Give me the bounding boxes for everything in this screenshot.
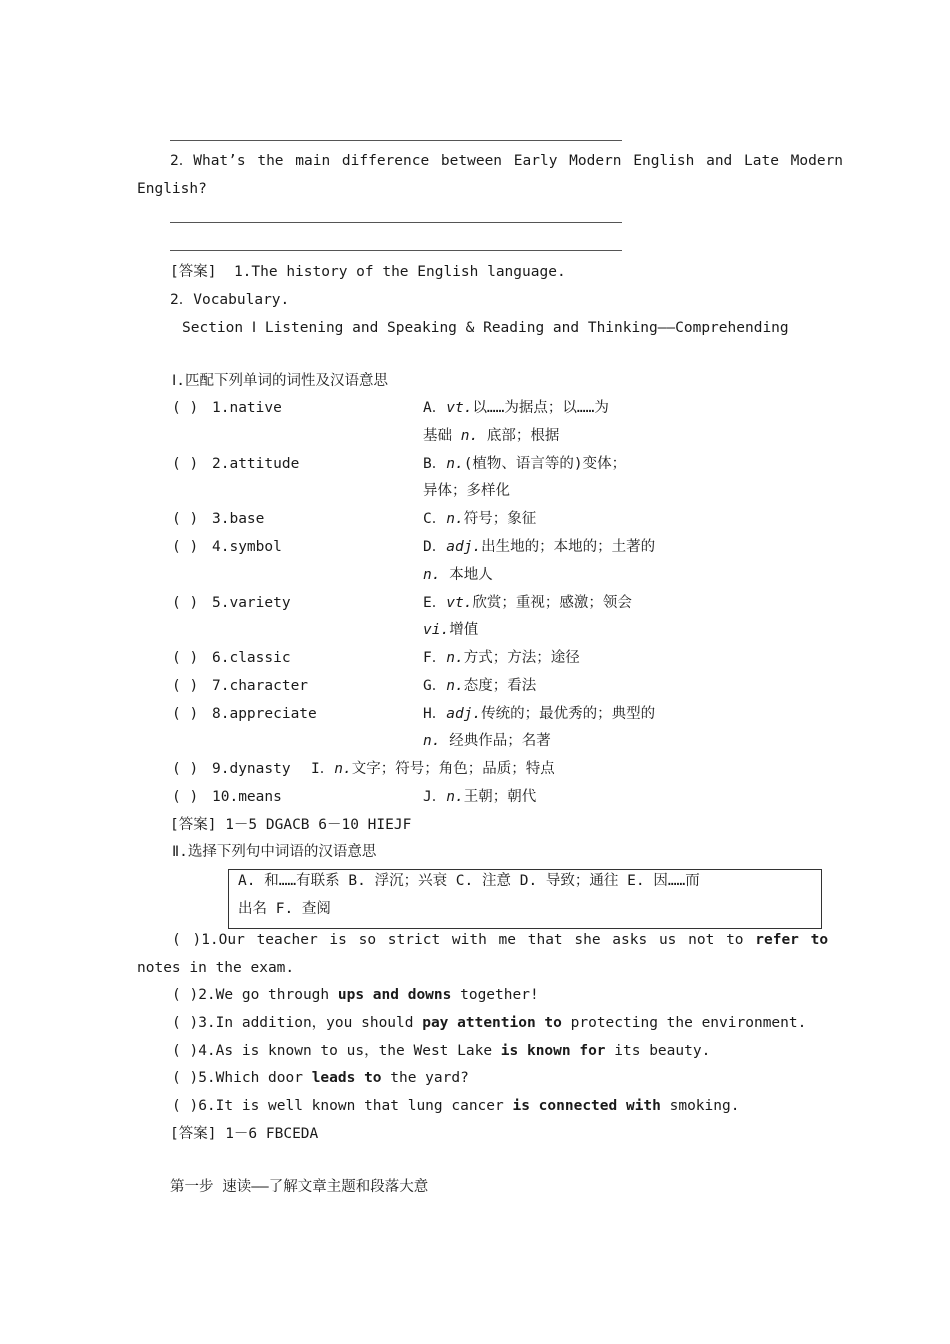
match-row-4-paren: ( ) xyxy=(172,539,199,555)
match-row-8-word: 8.appreciate xyxy=(212,706,317,722)
def-F: F．n.方式；方法；途径 xyxy=(423,650,580,666)
options-line-2: 出名 F. 查阅 xyxy=(238,901,331,917)
def-A-continued: 基础 n. 底部；根据 xyxy=(423,428,560,444)
match-row-9-word: 9.dynasty xyxy=(212,761,291,777)
answer-line-1 xyxy=(170,262,566,282)
match-row-6-paren: ( ) xyxy=(172,650,199,666)
def-I: I．n.文字；符号；角色；品质；特点 xyxy=(311,761,555,777)
sentence-6: ( )6.It is well known that lung cancer is connected with smoking. xyxy=(172,1098,740,1114)
match-row-1-paren: ( ) xyxy=(172,400,199,416)
sentence-2: ( )2.We go through ups and downs together! xyxy=(172,987,539,1003)
answer-blank-line xyxy=(170,250,622,251)
part2-answer: [答案] 1－6 FBCEDA xyxy=(170,1126,319,1142)
match-row-9-paren: ( ) xyxy=(172,761,199,777)
question-2-line-1: 2．What’s the main difference between Early Modern English and Late Modern xyxy=(170,153,844,169)
def-H-continued: n. 经典作品；名著 xyxy=(423,733,551,749)
def-D-continued: n. 本地人 xyxy=(423,567,493,583)
def-B: B．n.(植物、语言等的)变体； xyxy=(423,456,627,472)
def-G: G．n.态度；看法 xyxy=(423,678,537,694)
part1-answer: [答案] 1－5 DGACB 6－10 HIEJF xyxy=(170,817,412,833)
answer-blank-line xyxy=(170,140,622,141)
sentence-1: ( )1.Our teacher is so strict with me that she asks us not to refer to xyxy=(172,932,829,948)
match-row-3-paren: ( ) xyxy=(172,511,199,527)
part1-title: Ⅰ.匹配下列单词的词性及汉语意思 xyxy=(172,373,389,389)
section-title: Section Ⅰ Listening and Speaking & Reading and Thinking——Comprehending xyxy=(182,320,789,336)
def-D: D．adj.出生地的；本地的；土著的 xyxy=(423,539,656,555)
match-row-2-paren: ( ) xyxy=(172,456,199,472)
match-row-8-paren: ( ) xyxy=(172,706,199,722)
match-row-5-word: 5.variety xyxy=(212,595,291,611)
answer-blank-line xyxy=(170,222,622,223)
match-row-6-word: 6.classic xyxy=(212,650,291,666)
def-C: C．n.符号；象征 xyxy=(423,511,537,527)
def-E: E．vt.欣赏；重视；感激；领会 xyxy=(423,595,632,611)
def-A: A．vt.以……为据点；以……为 xyxy=(423,400,609,416)
part2-title: Ⅱ.选择下列句中词语的汉语意思 xyxy=(172,844,377,860)
sentence-1-continued: notes in the exam. xyxy=(137,960,295,976)
match-row-10-paren: ( ) xyxy=(172,789,199,805)
sentence-3: ( )3.In addition，you should pay attention to protecting the environment. xyxy=(172,1015,807,1031)
question-2-line-2: English? xyxy=(137,181,207,197)
answer-tag: [答案] xyxy=(170,264,217,280)
match-row-4-word: 4.symbol xyxy=(212,539,282,555)
match-row-3-word: 3.base xyxy=(212,511,265,527)
match-row-10-word: 10.means xyxy=(212,789,282,805)
options-line-1: A. 和……有联系 B. 浮沉；兴衰 C. 注意 D. 导致；通往 E. 因……而 xyxy=(238,873,700,889)
step-1-heading: 第一步 速读——了解文章主题和段落大意 xyxy=(170,1179,429,1195)
match-row-2-word: 2.attitude xyxy=(212,456,300,472)
match-row-7-word: 7.character xyxy=(212,678,309,694)
answer-line-2: 2．Vocabulary. xyxy=(170,292,290,308)
def-H: H．adj.传统的；最优秀的；典型的 xyxy=(423,706,656,722)
match-row-5-paren: ( ) xyxy=(172,595,199,611)
def-B-continued: 异体；多样化 xyxy=(423,483,510,499)
match-row-1-word: 1.native xyxy=(212,400,282,416)
match-row-7-paren: ( ) xyxy=(172,678,199,694)
sentence-5: ( )5.Which door leads to the yard? xyxy=(172,1070,469,1086)
answer-text-1: 1.The history of the English language. xyxy=(233,264,566,280)
def-J: J．n.王朝；朝代 xyxy=(423,789,537,805)
sentence-4: ( )4.As is known to us，the West Lake is known for its beauty. xyxy=(172,1043,711,1059)
def-E-continued: vi.增值 xyxy=(423,622,479,638)
